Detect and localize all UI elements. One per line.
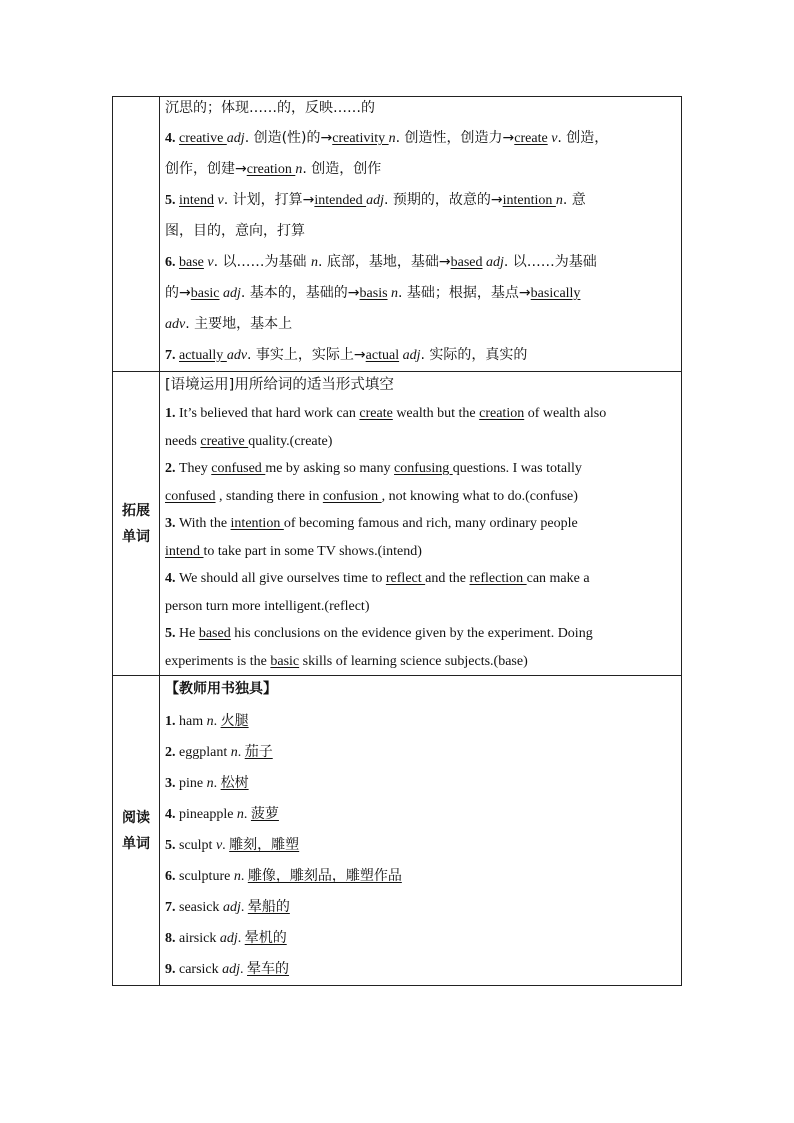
line-text: skills of learning science subjects.(base) xyxy=(299,653,528,669)
answer-text: creativity xyxy=(332,131,389,146)
row-label-extended xyxy=(113,372,160,676)
exercise-line xyxy=(165,648,675,676)
line-text: n xyxy=(388,131,396,146)
row-label-empty xyxy=(113,97,160,372)
line-text: adj xyxy=(482,255,504,270)
row-extended-words xyxy=(113,372,682,676)
line-text: . 主要地，基本上 xyxy=(185,316,293,332)
line-text: adj xyxy=(222,900,241,915)
exercise-line xyxy=(165,593,675,621)
vocabulary-table xyxy=(112,96,682,986)
line-text: 的→ xyxy=(165,285,191,301)
answer-text: actually xyxy=(179,348,227,363)
line-text: n xyxy=(555,193,563,208)
answer-text: creation xyxy=(479,406,525,421)
line-text: needs xyxy=(165,433,201,449)
row-word-forms xyxy=(113,97,682,372)
word-form-line xyxy=(165,154,675,185)
line-text: n xyxy=(310,255,318,270)
answer-text: intended xyxy=(314,193,367,208)
line-text: questions. I was totally xyxy=(452,461,582,476)
line-text: 5. xyxy=(165,838,179,853)
line-text: sculpture xyxy=(179,869,234,884)
exercise-line xyxy=(165,400,675,428)
word-form-line xyxy=(165,309,675,340)
answer-text: intention xyxy=(230,516,284,531)
word-form-line xyxy=(165,278,675,309)
label-line-2: 单词 xyxy=(122,835,150,852)
answer-text: actual xyxy=(365,348,400,363)
line-text: [语境运用]用所给词的适当形式填空 xyxy=(165,377,394,393)
reading-word-line xyxy=(165,768,675,799)
line-text: 4. xyxy=(165,807,179,822)
line-text: 3. xyxy=(165,776,179,791)
line-text: 3. xyxy=(165,516,179,531)
line-text: n xyxy=(236,807,244,822)
line-text: carsick xyxy=(179,962,223,977)
extended-words-content xyxy=(160,372,682,676)
line-text: ham xyxy=(179,714,207,729)
line-text: . 创造，创作 xyxy=(302,161,382,177)
answer-text: creation xyxy=(246,162,296,177)
line-text: his conclusions on the evidence given by the experiment. Doing xyxy=(230,626,593,641)
label-line-2: 单词 xyxy=(122,528,150,545)
line-text: . 事实上，实际上→ xyxy=(247,347,366,363)
line-text: 【教师用书独具】 xyxy=(165,681,277,697)
line-text: n xyxy=(295,162,303,177)
line-text: . 基本的，基础的→ xyxy=(240,285,360,301)
line-text: of wealth also xyxy=(524,406,607,421)
line-text: eggplant xyxy=(179,745,231,760)
line-text: n xyxy=(206,714,214,729)
line-text: n xyxy=(230,745,238,760)
line-text: . xyxy=(222,838,230,853)
reading-word-line xyxy=(165,830,675,861)
line-text: adj xyxy=(219,286,241,301)
line-text: , standing there in xyxy=(215,488,323,504)
line-text: It’s believed that hard work can xyxy=(179,406,360,421)
answer-text: confusing xyxy=(394,461,453,476)
word-forms-lines xyxy=(165,97,675,371)
line-text: . 创造性，创造力→ xyxy=(395,130,515,146)
exercise-line xyxy=(165,372,675,400)
word-forms-content xyxy=(160,97,682,372)
exercise-line xyxy=(165,510,675,538)
line-text: 1. xyxy=(165,406,179,421)
answer-text: 茄子 xyxy=(244,744,273,760)
line-text: seasick xyxy=(179,900,223,915)
line-text: . 创造(性)的→ xyxy=(244,130,333,146)
line-text: . 以……为基础 xyxy=(213,254,311,270)
line-text: adj xyxy=(399,348,421,363)
line-text: 沉思的；体现……的，反映……的 xyxy=(165,100,375,116)
line-text: adj xyxy=(366,193,384,208)
line-text: experiments is the xyxy=(165,653,271,669)
reading-word-line xyxy=(165,861,675,892)
line-text: 5. xyxy=(165,193,179,208)
line-text: v xyxy=(547,131,558,146)
answer-text: create xyxy=(359,406,393,421)
reading-words-content xyxy=(160,676,682,986)
answer-text: reflect xyxy=(385,571,426,586)
answer-text: basic xyxy=(190,286,220,301)
line-text: 6. xyxy=(165,869,179,884)
answer-text: reflection xyxy=(469,571,527,586)
word-form-line xyxy=(165,123,675,154)
answer-text: intend xyxy=(165,543,204,559)
label-line-1: 阅读 xyxy=(122,809,150,826)
line-text: . xyxy=(243,807,251,822)
line-text: n xyxy=(387,286,399,301)
line-text: , not knowing what to do.(confuse) xyxy=(381,488,578,504)
answer-text: creative xyxy=(179,131,227,146)
line-text: 2. xyxy=(165,745,179,760)
answer-text: 火腿 xyxy=(220,713,249,729)
word-form-line xyxy=(165,97,675,123)
row-reading-words xyxy=(113,676,682,986)
line-text: and the xyxy=(425,571,470,586)
reading-word-line xyxy=(165,737,675,768)
line-text: . xyxy=(213,714,221,729)
answer-text: based xyxy=(450,255,483,270)
line-text: 9. xyxy=(165,962,179,977)
word-form-line xyxy=(165,340,675,371)
line-text: We should all give ourselves time to xyxy=(179,571,386,586)
line-text: adj xyxy=(226,131,245,146)
answer-text: confused xyxy=(211,461,266,476)
word-form-line xyxy=(165,247,675,278)
line-text: 1. xyxy=(165,714,179,729)
fill-in-exercise-lines xyxy=(165,372,675,675)
answer-text: basis xyxy=(359,286,388,301)
line-text: 图，目的，意向，打算 xyxy=(165,223,305,239)
line-text: to take part in some TV shows.(intend) xyxy=(203,543,422,559)
exercise-line xyxy=(165,538,675,566)
line-text: . 以……为基础 xyxy=(503,254,597,270)
line-text: . xyxy=(213,776,221,791)
line-text: With the xyxy=(179,516,231,531)
line-text: . xyxy=(240,869,248,884)
line-text: v xyxy=(215,838,223,853)
line-text: . 底部，基地，基础→ xyxy=(317,254,451,270)
answer-text: confused xyxy=(165,488,216,504)
line-text: n xyxy=(233,869,241,884)
line-text: adv xyxy=(165,317,186,332)
line-text: adv xyxy=(226,348,248,363)
line-text: adj xyxy=(222,962,241,977)
line-text: . 意 xyxy=(562,192,586,208)
reading-word-line xyxy=(165,799,675,830)
line-text: . xyxy=(240,900,248,915)
exercise-line xyxy=(165,483,675,511)
exercise-line xyxy=(165,455,675,483)
line-text: sculpt xyxy=(179,838,216,853)
line-text: pineapple xyxy=(179,807,237,822)
exercise-line xyxy=(165,565,675,593)
answer-text: basically xyxy=(530,286,581,301)
reading-word-lines xyxy=(165,676,675,985)
exercise-line xyxy=(165,428,675,456)
answer-text: intention xyxy=(502,193,556,208)
answer-text: creative xyxy=(200,433,249,449)
line-text: 4. xyxy=(165,131,179,146)
answer-text: 晕船的 xyxy=(247,899,290,915)
line-text: . xyxy=(240,962,248,977)
line-text: He xyxy=(179,626,199,641)
word-form-line xyxy=(165,185,675,216)
line-text: . xyxy=(237,745,245,760)
line-text: . 基础；根据，基点→ xyxy=(398,285,531,301)
line-text: They xyxy=(179,461,212,476)
line-text: 2. xyxy=(165,461,179,476)
line-text: can make a xyxy=(526,571,590,586)
reading-word-line xyxy=(165,676,675,706)
line-text: 6. xyxy=(165,255,179,270)
answer-text: based xyxy=(198,626,231,641)
line-text: of becoming famous and rich, many ordinary people xyxy=(283,516,578,531)
line-text: . xyxy=(237,931,245,946)
line-text: v xyxy=(214,193,224,208)
answer-text: base xyxy=(179,255,204,270)
line-text: 4. xyxy=(165,571,179,586)
line-text: wealth but the xyxy=(392,406,480,421)
line-text: . 创造， xyxy=(557,130,609,146)
line-text: . 计划，打算→ xyxy=(223,192,315,208)
line-text: adj xyxy=(219,931,238,946)
line-text: 5. xyxy=(165,626,179,641)
line-text: . 实际的，真实的 xyxy=(420,347,528,363)
line-text: 创作，创建→ xyxy=(165,161,247,177)
line-text: 7. xyxy=(165,348,179,363)
exercise-line xyxy=(165,620,675,648)
word-form-line xyxy=(165,216,675,247)
line-text: n xyxy=(206,776,214,791)
line-text: pine xyxy=(179,776,207,791)
answer-text: create xyxy=(514,131,548,146)
line-text: 7. xyxy=(165,900,179,915)
answer-text: 雕刻，雕塑 xyxy=(229,837,300,853)
reading-word-line xyxy=(165,954,675,985)
answer-text: confusion xyxy=(322,488,382,504)
line-text: person turn more intelligent.(reflect) xyxy=(165,598,370,614)
line-text: airsick xyxy=(179,931,220,946)
reading-word-line xyxy=(165,923,675,954)
answer-text: 晕车的 xyxy=(247,961,290,977)
reading-word-line xyxy=(165,892,675,923)
answer-text: 松树 xyxy=(220,775,249,791)
answer-text: intend xyxy=(179,193,214,208)
line-text: quality.(create) xyxy=(248,433,333,449)
answer-text: 晕机的 xyxy=(244,930,287,946)
line-text: 8. xyxy=(165,931,179,946)
line-text: me by asking so many xyxy=(265,461,395,476)
line-text: . 预期的，故意的→ xyxy=(383,192,503,208)
answer-text: basic xyxy=(270,653,300,669)
row-label-reading xyxy=(113,676,160,986)
reading-word-line xyxy=(165,706,675,737)
answer-text: 雕像，雕刻品，雕塑作品 xyxy=(247,868,402,884)
label-line-1: 拓展 xyxy=(122,502,150,519)
line-text: v xyxy=(203,255,214,270)
answer-text: 菠萝 xyxy=(250,806,279,822)
